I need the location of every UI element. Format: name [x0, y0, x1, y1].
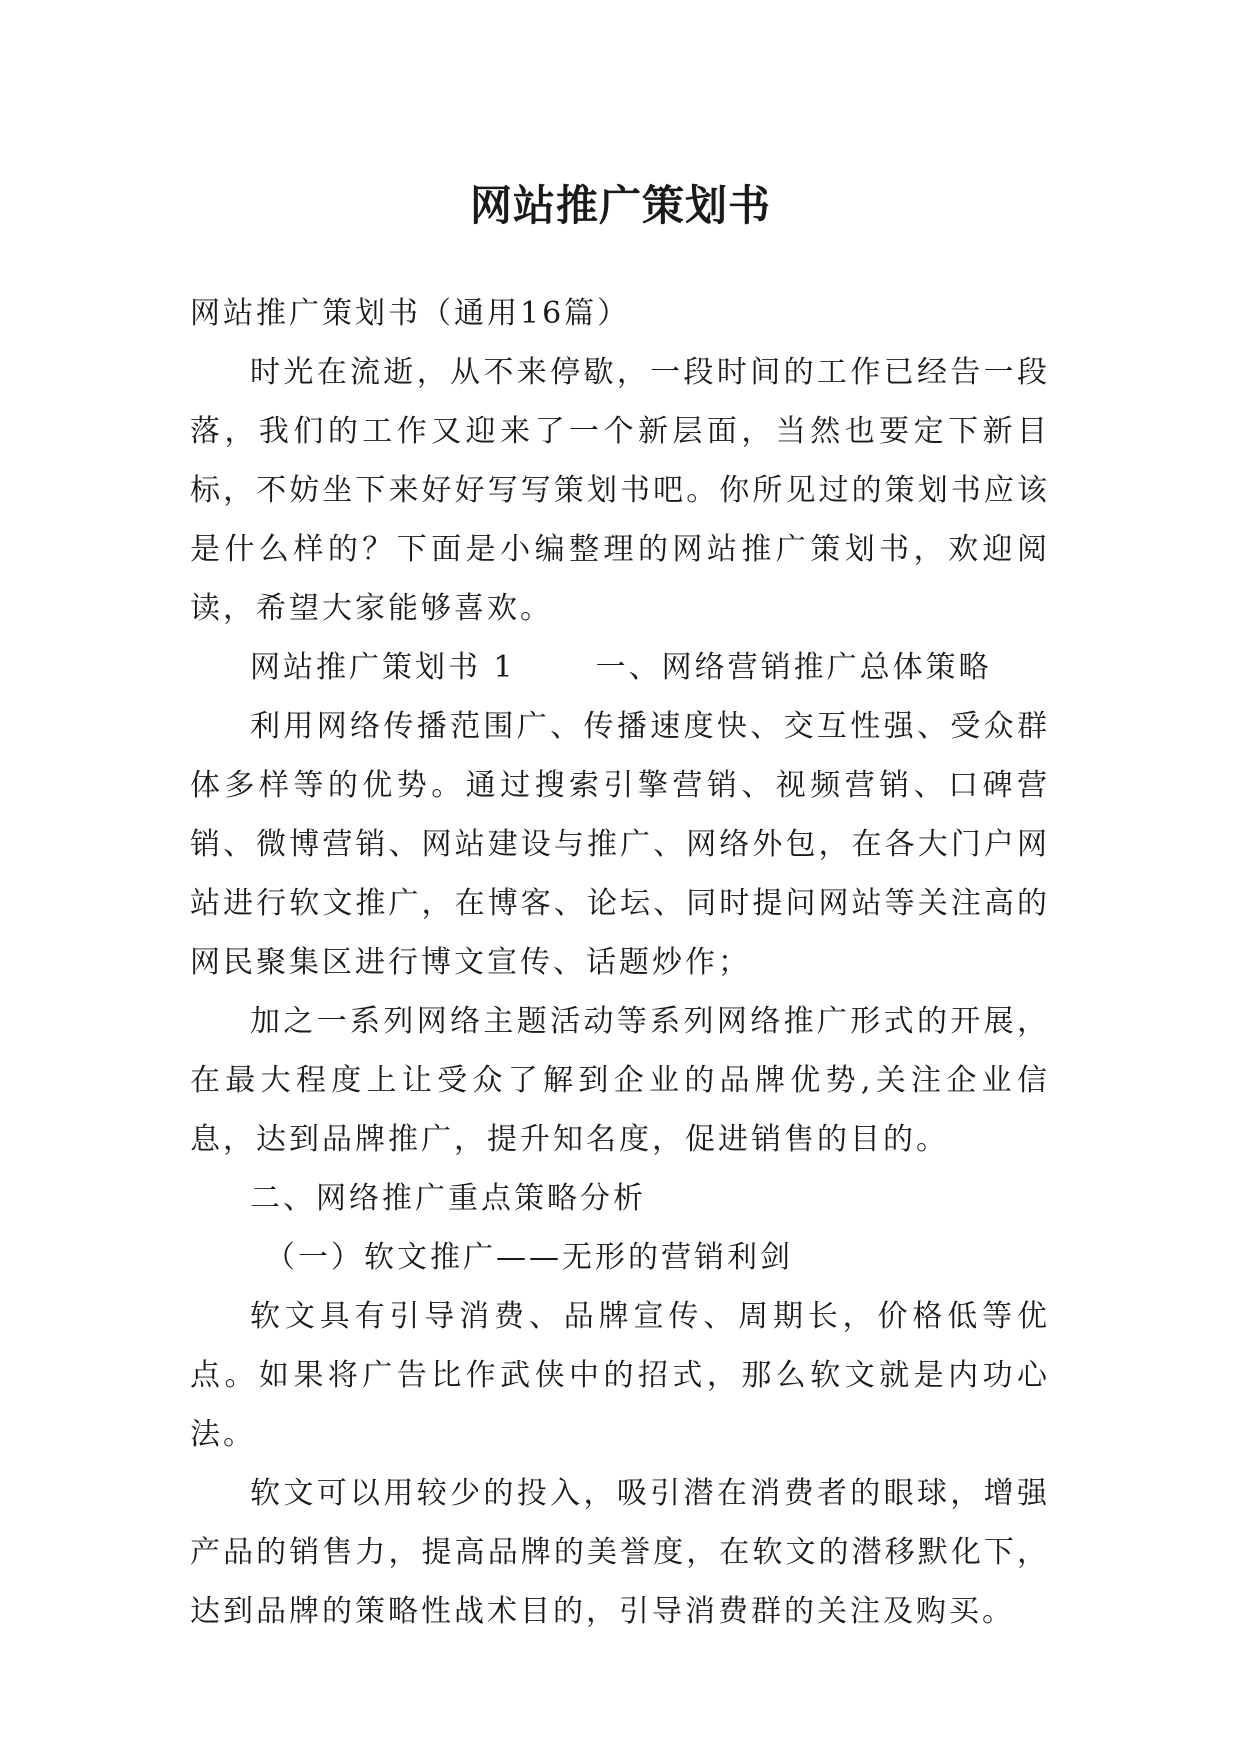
section1-line: [190, 638, 1050, 697]
document-title: 网站推广策划书: [469, 181, 771, 231]
section1-heading: 一、网络营销推广总体策略: [595, 650, 992, 685]
section2-heading: 二、网络推广重点策略分析: [250, 1181, 646, 1216]
document-subtitle: 网站推广策划书（通用16篇）: [190, 296, 631, 331]
paragraph-3: 软文具有引导消费、品牌宣传、周期长，价格低等优点。如果将广告比作武侠中的招式，那么软文就是内功心法。: [190, 1299, 1050, 1452]
intro-paragraph: 时光在流逝，从不来停歇，一段时间的工作已经告一段落，我们的工作又迎来了一个新层面，当然也要定下新目标，不妨坐下来好好写写策划书吧。你所见过的策划书应该是什么样的？下面是小编整理的网站推广策划书，欢迎阅读，希望大家能够喜欢。: [190, 355, 1050, 626]
section2-subheading: （一）软文推广——无形的营销利剑: [265, 1240, 793, 1275]
paragraph-2: 加之一系列网络主题活动等系列网络推广形式的开展，在最大程度上让受众了解到企业的品牌优势,关注企业信息，达到品牌推广，提升知名度，促进销售的目的。: [190, 1004, 1050, 1157]
paragraph-1: 利用网络传播范围广、传播速度快、交互性强、受众群体多样等的优势。通过搜索引擎营销、视频营销、口碑营销、微博营销、网站建设与推广、网络外包，在各大门户网站进行软文推广，在博客、论坛、同时提问网站等关注高的网民聚集区进行博文宣传、话题炒作；: [190, 709, 1050, 980]
paragraph-4: 软文可以用较少的投入，吸引潜在消费者的眼球，增强产品的销售力，提高品牌的美誉度，在软文的潜移默化下，达到品牌的策略性战术目的，引导消费群的关注及购买。: [190, 1476, 1050, 1629]
document-body: [190, 284, 1050, 1641]
section1-label: 网站推广策划书 1: [250, 650, 516, 685]
